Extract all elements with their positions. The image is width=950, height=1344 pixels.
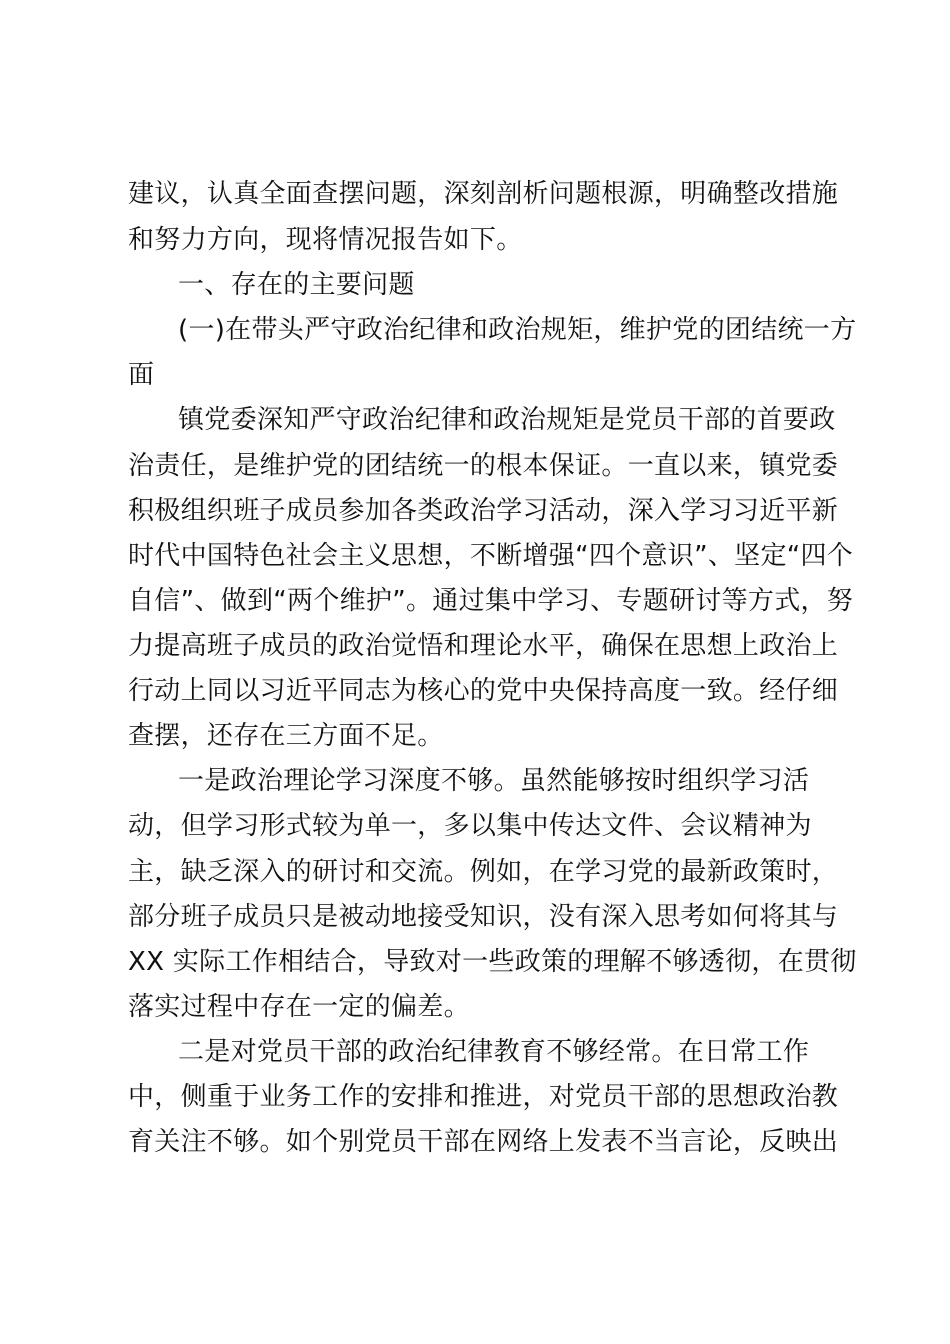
paragraph-line: 中，侧重于业务工作的安排和推进，对党员干部的思想政治教: [128, 1082, 839, 1112]
paragraph-line: 镇党委深知严守政治纪律和政治规矩是党员干部的首要政: [178, 405, 836, 435]
paragraph-line: 育关注不够。如个别党员干部在网络上发表不当言论，反映出: [128, 1127, 839, 1157]
paragraph-line: 一是政治理论学习深度不够。虽然能够按时组织学习活: [178, 766, 810, 796]
paragraph-line: 部分班子成员只是被动地接受知识，没有深入思考如何将其与: [128, 902, 839, 932]
paragraph-line: 治责任，是维护党的团结统一的根本保证。一直以来，镇党委: [128, 451, 839, 481]
paragraph-line: 动，但学习形式较为单一，多以集中传达文件、会议精神为: [128, 811, 812, 841]
paragraph-line: 建议，认真全面查摆问题，深刻剖析问题根源，明确整改措施: [128, 179, 839, 209]
paragraph-line: 和努力方向，现将情况报告如下。: [128, 225, 523, 255]
section-heading: 一、存在的主要问题: [178, 270, 415, 300]
paragraph-line: XX 实际工作相结合，导致对一些政策的理解不够透彻，在贯彻: [128, 947, 857, 977]
paragraph-line: 落实过程中存在一定的偏差。: [128, 992, 470, 1022]
paragraph-line: 二是对党员干部的政治纪律教育不够经常。在日常工作: [178, 1037, 810, 1067]
paragraph-line: 积极组织班子成员参加各类政治学习活动，深入学习习近平新: [128, 496, 839, 526]
paragraph-line: 力提高班子成员的政治觉悟和理论水平，确保在思想上政治上: [128, 631, 839, 661]
paragraph-line: 时代中国特色社会主义思想，不断增强“四个意识”、坚定“四个: [128, 541, 854, 571]
paragraph-line: 自信”、做到“两个维护”。通过集中学习、专题研讨等方式，努: [128, 586, 854, 616]
paragraph-line: 查摆，还存在三方面不足。: [128, 721, 444, 751]
paragraph-line: 行动上同以习近平同志为核心的党中央保持高度一致。经仔细: [128, 676, 839, 706]
subsection-heading: (一)在带头严守政治纪律和政治规矩，维护党的团结统一方: [178, 315, 857, 345]
paragraph-line: 主，缺乏深入的研讨和交流。例如，在学习党的最新政策时，: [128, 857, 839, 887]
subsection-heading-continued: 面: [128, 360, 155, 390]
